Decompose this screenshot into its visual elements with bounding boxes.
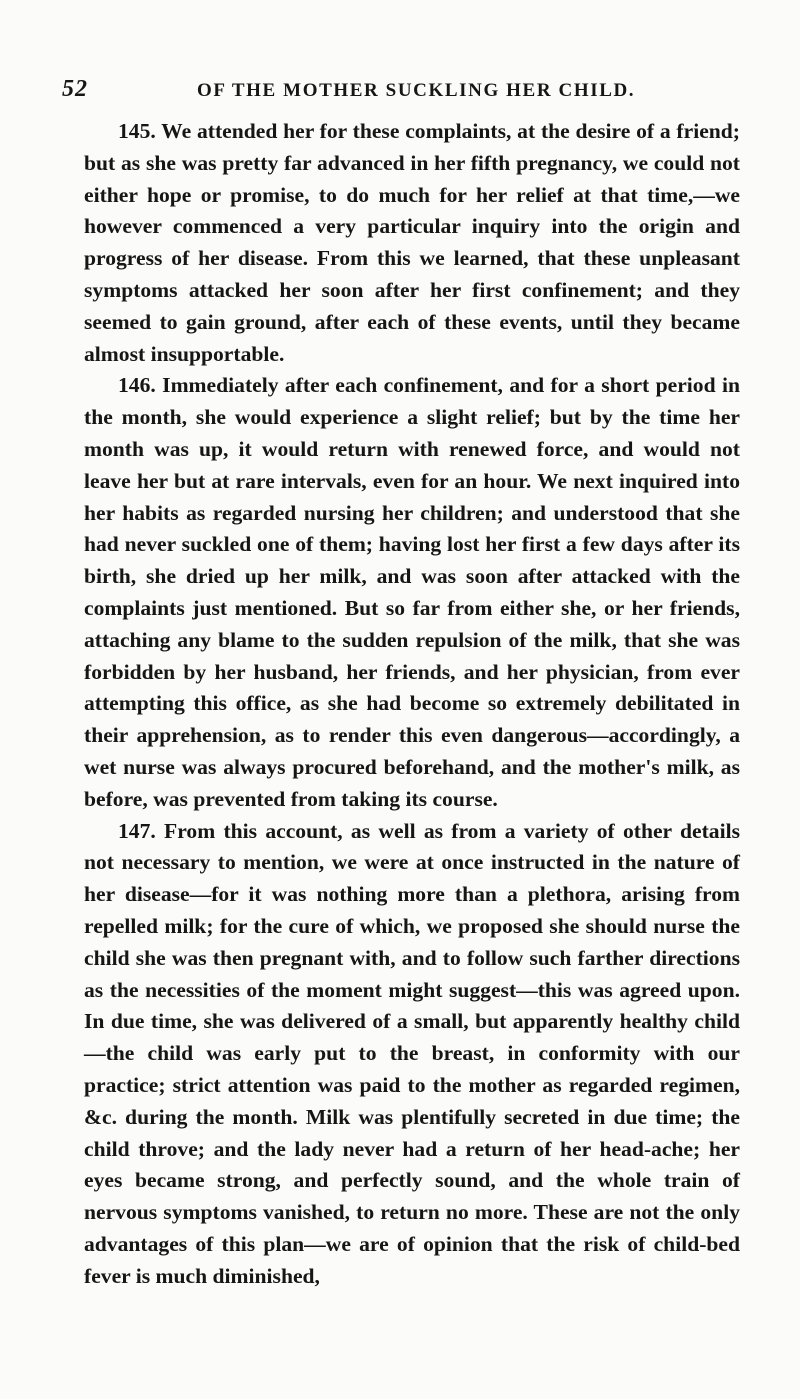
page-number: 52 xyxy=(62,76,88,102)
paragraph-145: 145. We attended her for these complaints, at the desire of a friend; but as she was pretty far advanced in her fifth pregnancy, we could not either hope or promise, to do much for her relief at that time,—we however commenced a very particular inquiry into the origin and progress of her disease. From this we learned, that these unpleasant symptoms attacked her soon after her first confinement; and they seemed to gain ground, after each of these events, until they became almost insupportable. xyxy=(84,119,740,366)
paragraph-146: 146. Immediately after each confinement, and for a short period in the month, she would experience a slight relief; but by the time her month was up, it would return with renewed force, and would not leave her but at rare intervals, even for an hour. We next inquired into her habits as regarded nursing her children; and understood that she had never suckled one of them; having lost her first a few days after its birth, she dried up her milk, and was soon after attacked with the complaints just mentioned. But so far from either she, or her friends, attaching any blame to the sudden repulsion of the milk, that she was forbidden by her husband, her friends, and her physician, from ever attempting this office, as she had become so extremely debilitated in their apprehension, as to render this even dangerous—accordingly, a wet nurse was always procured beforehand, and the mother's milk, as before, was prevented from taking its course. xyxy=(84,373,740,811)
body-text xyxy=(84,116,740,1292)
running-title: OF THE MOTHER SUCKLING HER CHILD. xyxy=(197,80,636,101)
page-header xyxy=(62,76,742,106)
paragraph-147: 147. From this account, as well as from a variety of other details not necessary to mention, we were at once instructed in the nature of her disease—for it was nothing more than a plethora, arising from repelled milk; for the cure of which, we proposed she should nurse the child she was then pregnant with, and to follow such farther directions as the necessities of the moment might suggest—this was agreed upon. In due time, she was delivered of a small, but apparently healthy child—the child was early put to the breast, in conformity with our practice; strict attention was paid to the mother as regarded regimen, &c. during the month. Milk was plentifully secreted in due time; the child throve; and the lady never had a return of her head-ache; her eyes became strong, and perfectly sound, and the whole train of nervous symptoms vanished, to return no more. These are not the only advantages of this plan—we are of opinion that the risk of child-bed fever is much diminished, xyxy=(84,818,740,1288)
